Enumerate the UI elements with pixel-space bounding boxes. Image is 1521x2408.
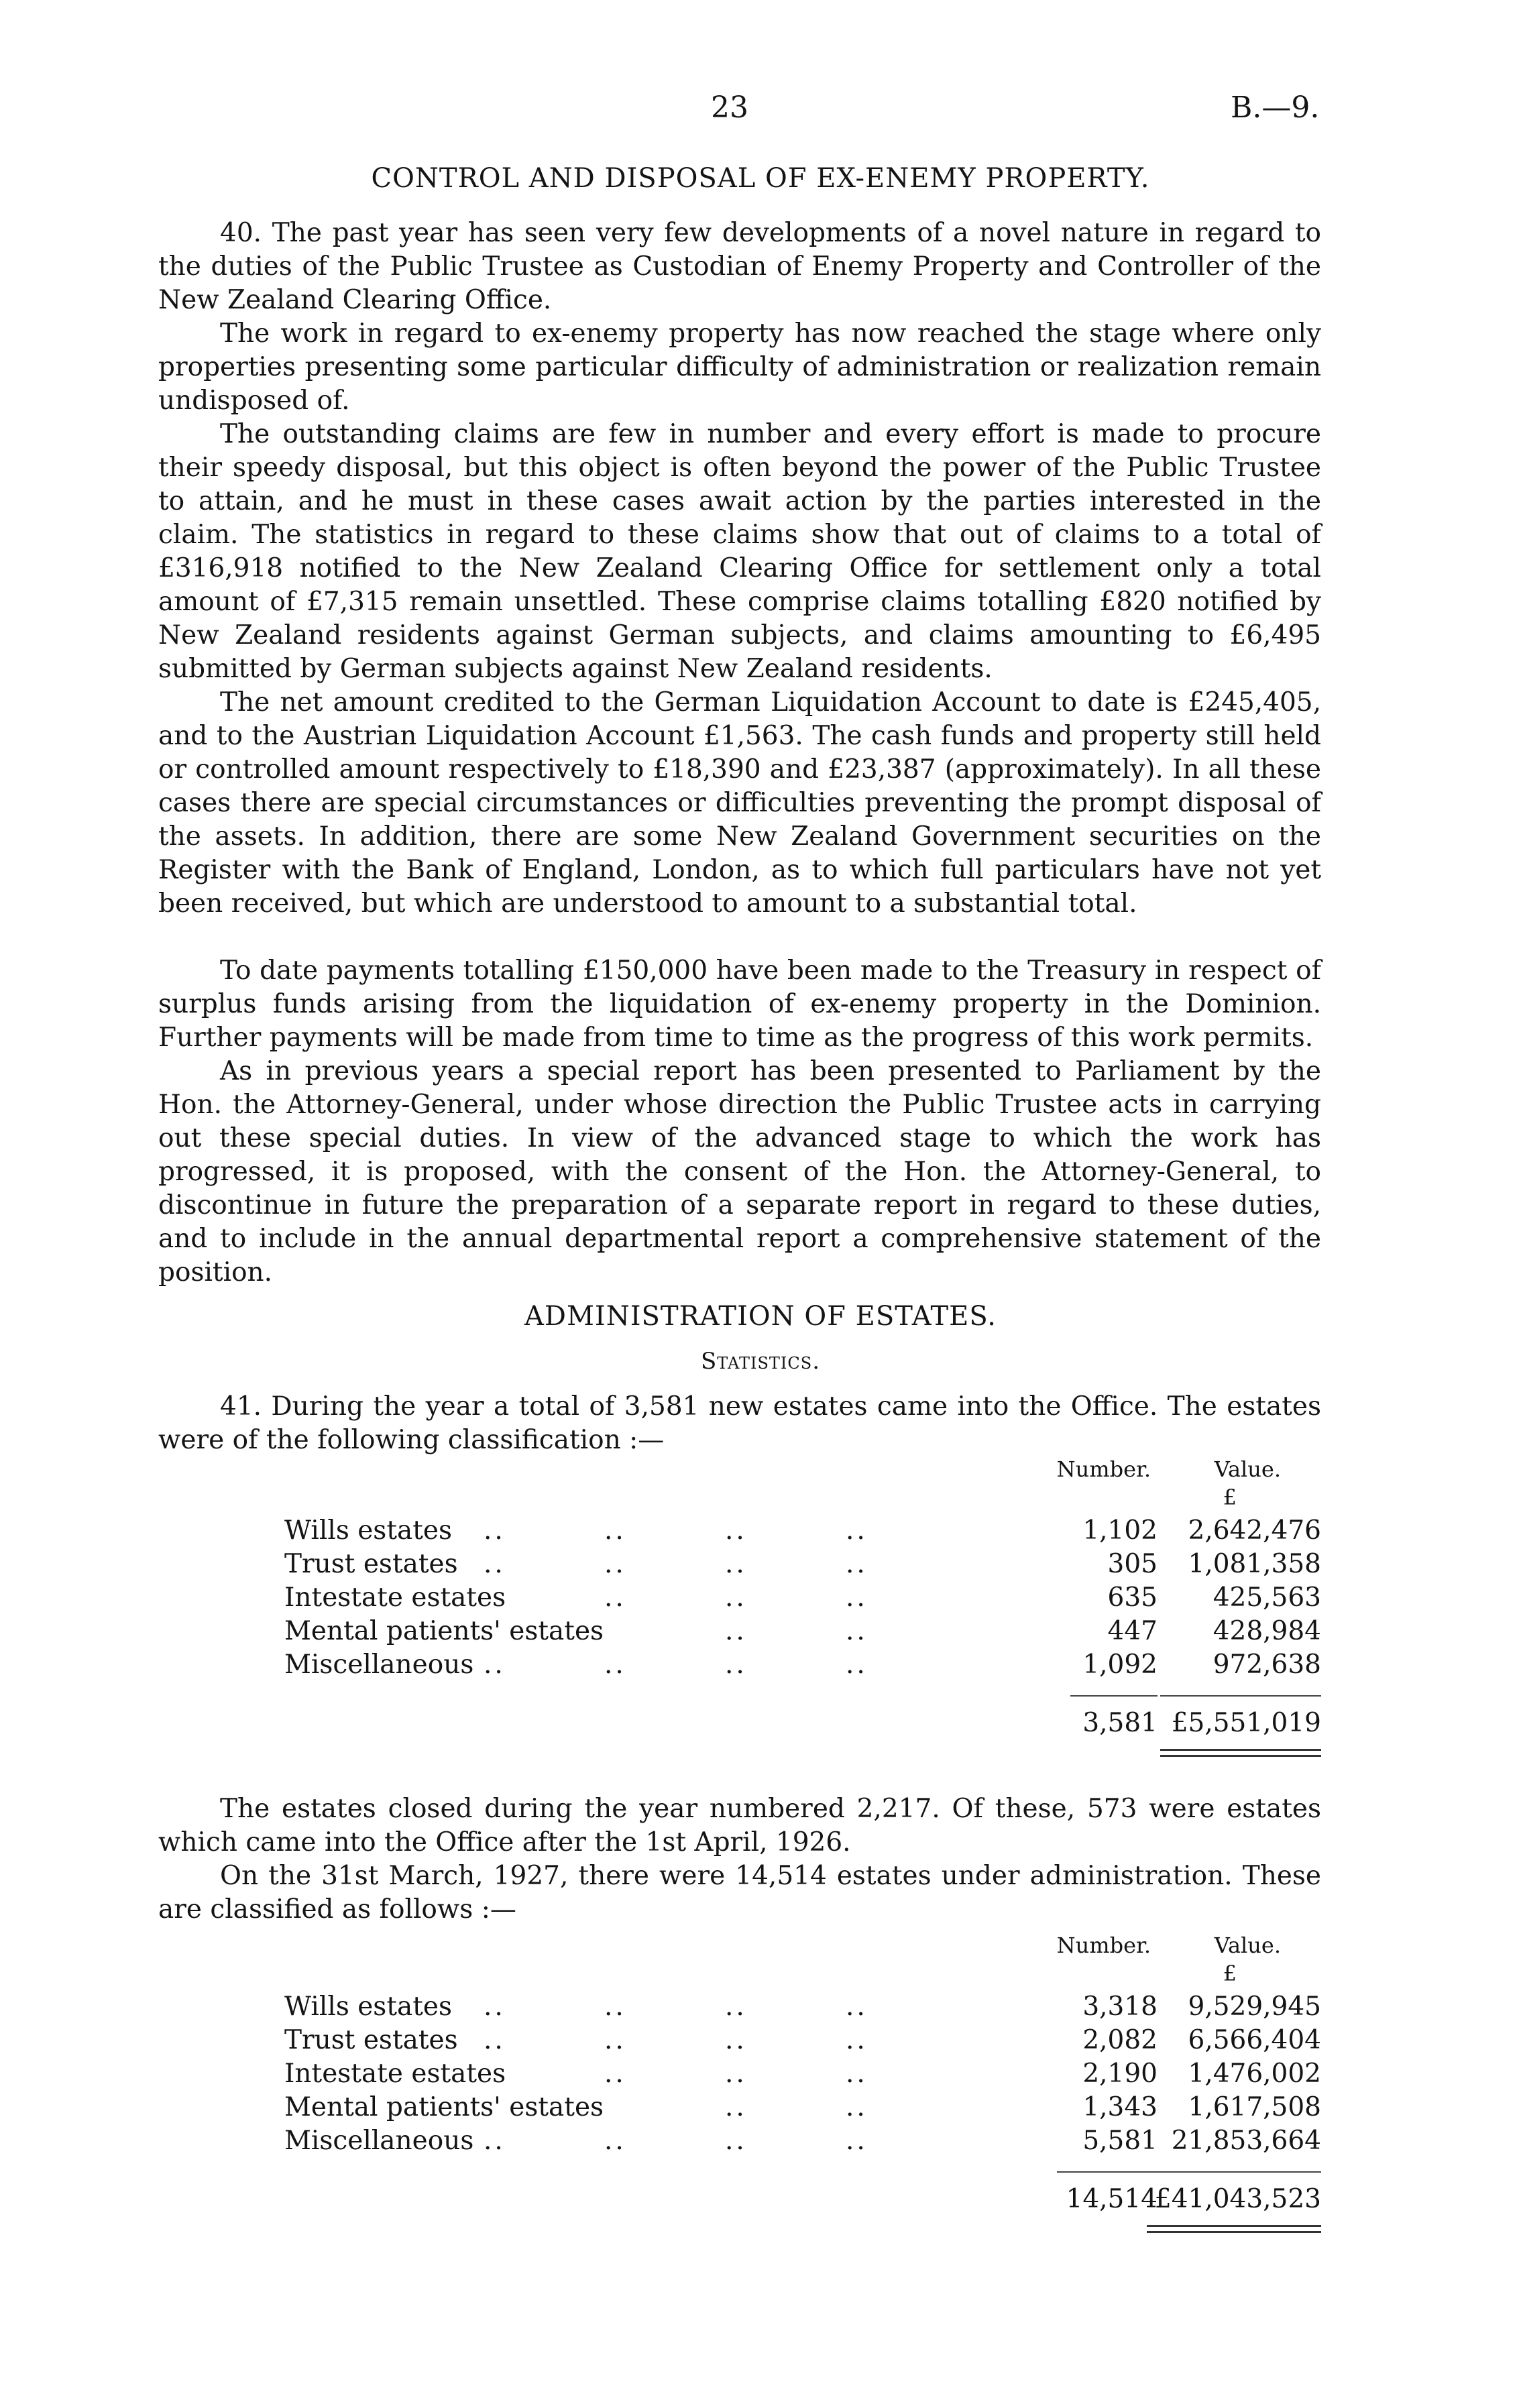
leader-dots: .. .. .. .. [484, 2126, 868, 2156]
section-title-administration-of-estates: ADMINISTRATION OF ESTATES. [524, 1301, 997, 1332]
row-number: 1,092 [1082, 1650, 1158, 1680]
paragraph-treasury-payments: To date payments totalling £150,000 have been made to the Treasury in respect of surplus funds arising from the liquidation of ex-enemy property in the Dominion. Further payments will be made from time to time as the progress of this work permits. [158, 956, 1321, 1053]
row-value: 1,081,358 [1188, 1549, 1321, 1579]
table-row [158, 1583, 1321, 1616]
column-header-value: Value. [1214, 1933, 1281, 1958]
row-value: 1,476,002 [1188, 2059, 1321, 2089]
row-value: 9,529,945 [1188, 1992, 1321, 2022]
row-label: Intestate estates [284, 2059, 506, 2089]
section-subtitle-statistics: Statistics. [700, 1348, 821, 1375]
row-value: 972,638 [1213, 1650, 1321, 1680]
row-label: Intestate estates [284, 1583, 506, 1613]
row-value: 1,617,508 [1188, 2092, 1321, 2122]
total-value: £41,043,523 [1154, 2184, 1321, 2214]
estates-under-administration-table [158, 1933, 1321, 2241]
row-value: 425,563 [1213, 1583, 1321, 1613]
total-number: 3,581 [1082, 1708, 1158, 1738]
row-number: 2,082 [1082, 2025, 1158, 2055]
table-row [158, 1515, 1321, 1549]
total-double-rule [1160, 1749, 1321, 1757]
leader-dots: .. .. .. .. [484, 1549, 868, 1579]
paragraph-estates-under-administration: On the 31st March, 1927, there were 14,514 estates under administration. These are classified as follows :— [158, 1861, 1321, 1925]
new-estates-table [158, 1456, 1321, 1765]
subtotal-rule-number [1057, 2171, 1158, 2173]
row-number: 447 [1107, 1616, 1158, 1646]
row-number: 1,102 [1082, 1515, 1158, 1546]
row-value: 428,984 [1213, 1616, 1321, 1646]
column-header-value: Value. [1214, 1456, 1281, 1482]
table-row [158, 1549, 1321, 1583]
row-number: 3,318 [1082, 1992, 1158, 2022]
row-label: Mental patients' estates [284, 1616, 604, 1646]
table-row [158, 1616, 1321, 1650]
paragraph-special-report: As in previous years a special report has been presented to Parliament by the Hon. the Attorney-General, under whose direction the Public Trustee acts in carrying out these special duties. In view of the advanced stage to which the work has progressed, it is proposed, with the consent of the Hon. the Attorney-General, to discontinue in future the preparation of a separate report in regard to these duties, and to include in the annual departmental report a comprehensive statement of the position. [158, 1056, 1321, 1287]
total-value: £5,551,019 [1171, 1708, 1321, 1738]
leader-dots: .. .. .. .. [484, 1515, 868, 1546]
total-number: 14,514 [1066, 2184, 1158, 2214]
paragraph-work-stage: The work in regard to ex-enemy property has now reached the stage where only properties presenting some particular difficulty of administration or realization remain undisposed of. [158, 319, 1321, 416]
paragraph-41: 41. During the year a total of 3,581 new estates came into the Office. The estates were of the following classification :— [158, 1391, 1321, 1455]
row-label: Wills estates [284, 1992, 453, 2022]
row-number: 1,343 [1082, 2092, 1158, 2122]
subtotal-rule-number [1070, 1695, 1158, 1697]
table-row [158, 2126, 1321, 2159]
subtotal-rule-value [1147, 2171, 1321, 2173]
leader-dots: .. .. .. .. [484, 1992, 868, 2022]
table-row [158, 1650, 1321, 1683]
table-row [158, 2059, 1321, 2092]
paragraph-estates-closed: The estates closed during the year numbered 2,217. Of these, 573 were estates which came into the Office after the 1st April, 1926. [158, 1794, 1321, 1857]
row-label: Trust estates [284, 2025, 458, 2055]
row-label: Miscellaneous [284, 1650, 474, 1680]
leader-dots: .. .. .. .. [484, 2025, 868, 2055]
column-header-number: Number. [1056, 1456, 1151, 1482]
total-double-rule [1147, 2225, 1321, 2233]
currency-symbol: £ [1223, 1485, 1237, 1510]
row-value: 6,566,404 [1188, 2025, 1321, 2055]
row-label: Miscellaneous [284, 2126, 474, 2156]
row-number: 2,190 [1082, 2059, 1158, 2089]
leader-dots: .. .. .. [604, 2059, 868, 2089]
row-label: Trust estates [284, 1549, 458, 1579]
leader-dots: .. .. .. [604, 1583, 868, 1613]
page-number: 23 [711, 91, 748, 125]
paragraph-40: 40. The past year has seen very few developments of a novel nature in regard to the duties of the Public Trustee as Custodian of Enemy Property and Controller of the New Zealand Clearing Office. [158, 218, 1321, 315]
row-number: 5,581 [1082, 2126, 1158, 2156]
paragraph-outstanding-claims: The outstanding claims are few in number and every effort is made to procure their speedy disposal, but this object is often beyond the power of the Public Trustee to attain, and he must in these cases await action by the parties interested in the claim. The statistics in regard to these claims show that out of claims to a total of £316,918 notified to the New Zealand Clearing Office for settlement only a total amount of £7,315 remain unsettled. These comprise claims totalling £820 notified by New Zealand residents against German subjects, and claims amounting to £6,495 submitted by German subjects against New Zealand residents. [158, 419, 1321, 684]
column-header-number: Number. [1056, 1933, 1151, 1958]
table-row [158, 2025, 1321, 2059]
table-row [158, 2092, 1321, 2126]
leader-dots: .. .. [725, 2092, 868, 2122]
subtotal-rule-value [1160, 1695, 1321, 1697]
table-row [158, 1992, 1321, 2025]
row-value: 21,853,664 [1171, 2126, 1321, 2156]
paragraph-liquidation-accounts: The net amount credited to the German Liquidation Account to date is £245,405, and to the Austrian Liquidation Account £1,563. The cash funds and property still held or controlled amount respectively to £18,390 and £23,387 (approximately). In all these cases there are special circumstances or difficulties preventing the prompt disposal of the assets. In addition, there are some New Zealand Government securities on the Register with the Bank of England, London, as to which full particulars have not yet been received, but which are understood to amount to a substantial total. [158, 687, 1321, 919]
currency-symbol: £ [1223, 1961, 1237, 1986]
row-label: Mental patients' estates [284, 2092, 604, 2122]
section-title-ex-enemy-property: CONTROL AND DISPOSAL OF EX-ENEMY PROPERTY. [371, 163, 1150, 194]
row-number: 635 [1107, 1583, 1158, 1613]
leader-dots: .. .. [725, 1616, 868, 1646]
row-label: Wills estates [284, 1515, 453, 1546]
row-value: 2,642,476 [1188, 1515, 1321, 1546]
leader-dots: .. .. .. .. [484, 1650, 868, 1680]
row-number: 305 [1107, 1549, 1158, 1579]
document-reference: B.—9. [1231, 91, 1320, 125]
